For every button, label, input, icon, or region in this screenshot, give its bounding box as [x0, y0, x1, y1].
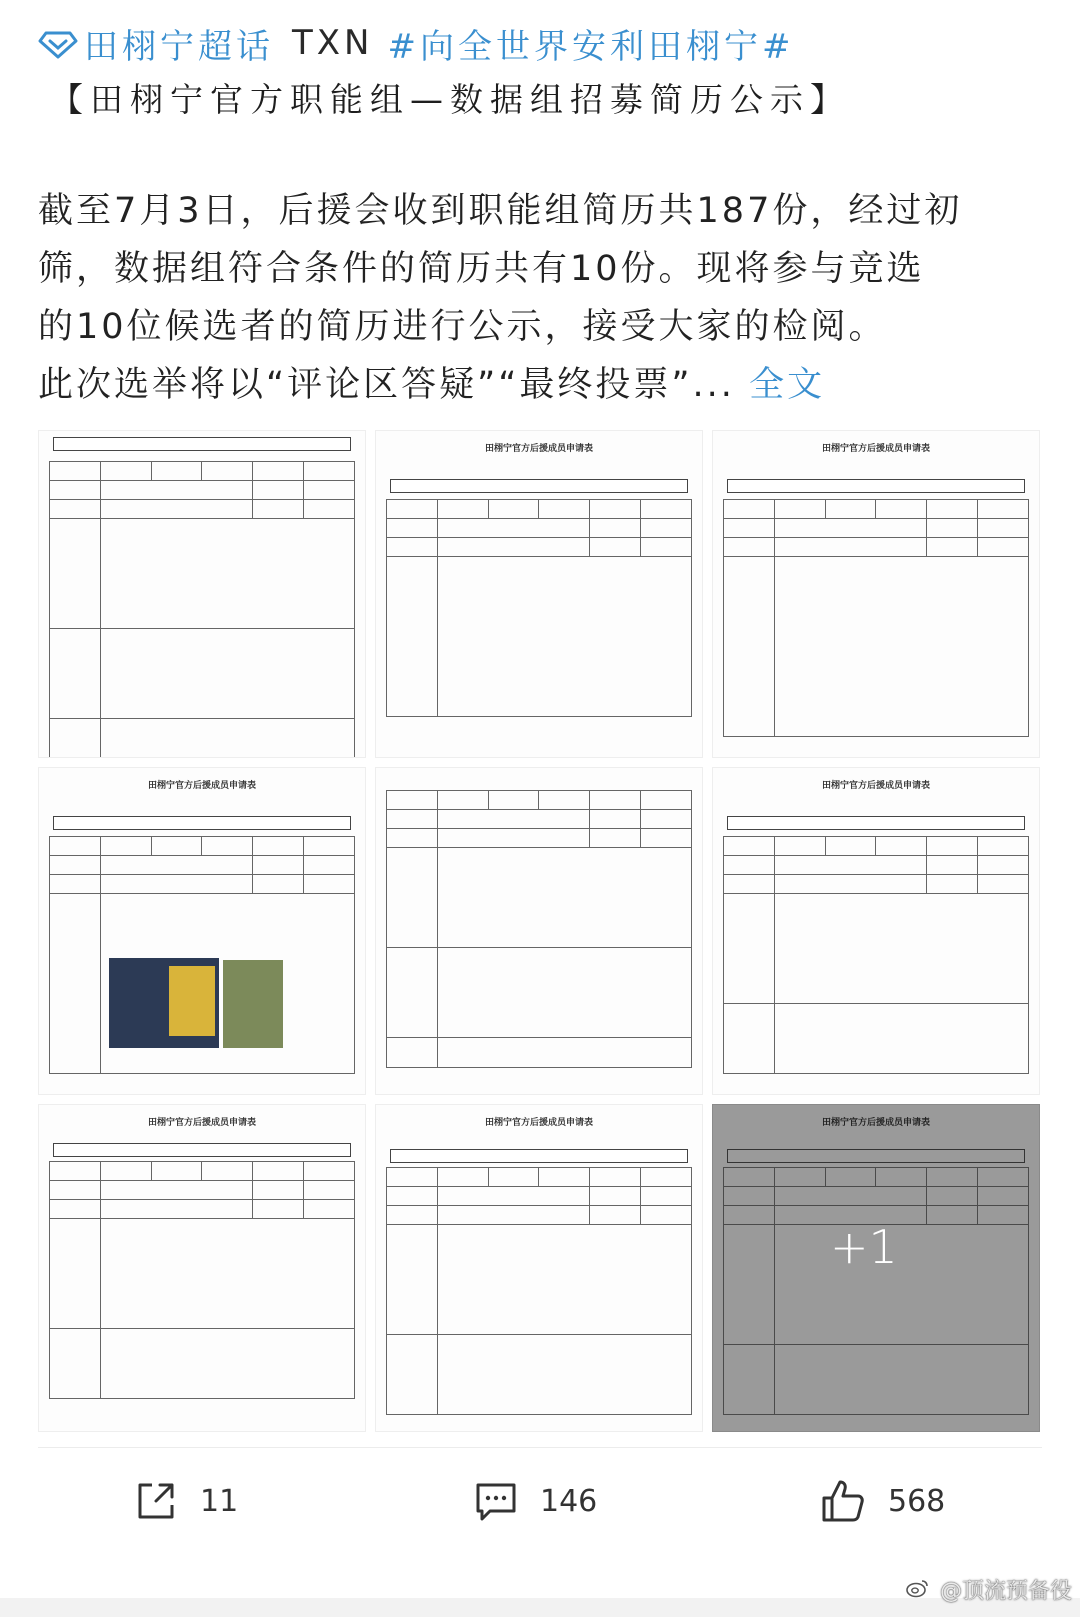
form-title: 田栩宁官方后援成员申请表 [484, 444, 593, 454]
body-line-last [38, 356, 1048, 414]
form-table [49, 461, 355, 758]
body-line: 此次选举将以“评论区答疑”“最终投票”... [38, 365, 735, 405]
share-count: 11 [200, 1483, 239, 1519]
resume-image-7[interactable] [38, 1104, 366, 1432]
comment-button[interactable] [474, 1470, 597, 1532]
form-title: 田栩宁官方后援成员申请表 [821, 444, 930, 454]
form-table [723, 499, 1029, 737]
poster-thumbnail [223, 960, 283, 1048]
form-title: 田栩宁官方后援成员申请表 [484, 1118, 593, 1128]
more-images-badge[interactable]: +1 [830, 1220, 898, 1274]
form-table [723, 836, 1029, 1074]
full-text-link[interactable]: 全文 [749, 365, 826, 405]
like-count: 568 [888, 1483, 946, 1519]
poster-thumbnail [169, 966, 215, 1036]
body-line: 筛，数据组符合条件的简历共有10份。现将参与竞选 [38, 249, 925, 289]
weibo-logo-icon [905, 1578, 929, 1598]
form-header-bar [53, 437, 351, 451]
form-header-bar [53, 1143, 351, 1157]
form-table [386, 790, 692, 1068]
comment-count: 146 [540, 1483, 598, 1519]
resume-image-3[interactable] [712, 430, 1040, 758]
topic-separator: TXN [292, 23, 374, 63]
resume-image-4[interactable] [38, 767, 366, 1095]
image-grid [38, 430, 1038, 1460]
resume-image-6[interactable] [712, 767, 1040, 1095]
resume-image-8[interactable] [375, 1104, 703, 1432]
post-title: 【田栩宁官方职能组—数据组招募简历公示】 [50, 80, 850, 119]
form-table [386, 1167, 692, 1415]
form-title: 田栩宁官方后援成员申请表 [147, 781, 256, 791]
form-header-bar [727, 1149, 1025, 1163]
form-header-bar [727, 816, 1025, 830]
form-title: 田栩宁官方后援成员申请表 [821, 1118, 930, 1128]
form-header-bar [53, 816, 351, 830]
form-table [386, 499, 692, 717]
resume-image-1[interactable] [38, 430, 366, 758]
watermark [905, 1574, 1072, 1605]
form-header-bar [390, 479, 688, 493]
watermark-text: @顶流预备役 [939, 1579, 1072, 1604]
form-header-bar [727, 479, 1025, 493]
super-topic-link[interactable]: 田栩宁超话 [84, 26, 274, 67]
comment-icon [474, 1479, 518, 1523]
hashtag-link[interactable]: #向全世界安利田栩宁# [387, 26, 795, 67]
form-table [49, 1161, 355, 1399]
body-line: 的10位候选者的简历进行公示，接受大家的检阅。 [38, 307, 887, 347]
divider [38, 1447, 1042, 1448]
share-button[interactable] [134, 1470, 238, 1532]
form-title: 田栩宁官方后援成员申请表 [147, 1118, 256, 1128]
share-icon [134, 1479, 178, 1523]
form-header-bar [390, 1149, 688, 1163]
form-title: 田栩宁官方后援成员申请表 [821, 781, 930, 791]
topic-row [38, 14, 1048, 72]
body-line: 截至7月3日，后援会收到职能组简历共187份，经过初 [38, 191, 963, 231]
like-button[interactable] [820, 1470, 945, 1532]
thumbs-up-icon [820, 1478, 866, 1524]
form-table [723, 1167, 1029, 1415]
resume-image-2[interactable] [375, 430, 703, 758]
super-topic-diamond-icon [38, 23, 78, 63]
resume-image-5[interactable] [375, 767, 703, 1095]
post-body [38, 182, 1048, 414]
